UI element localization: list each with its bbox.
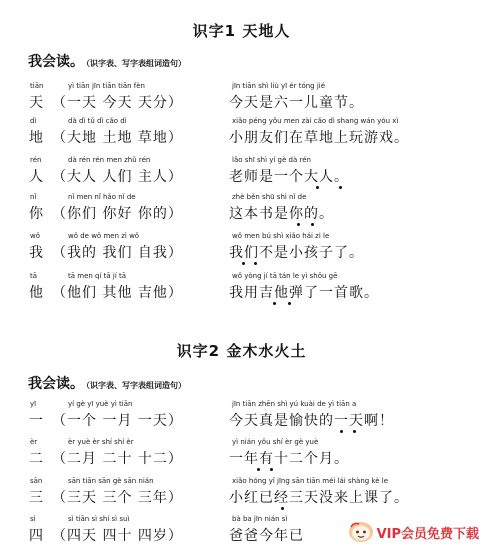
- char-pinyin: rén: [30, 156, 42, 164]
- emphasis-dot: [288, 302, 291, 305]
- sentence-pinyin: jīn tiān shì liù yī ér tóng jié: [232, 82, 326, 90]
- heading-note: （识字表、写字表组词造句）: [86, 381, 186, 390]
- emphasis-dot: [273, 302, 276, 305]
- char-pinyin: èr: [30, 438, 38, 446]
- vocab-words: （你们 你好 你的）: [52, 206, 183, 222]
- example-sentence: 我用吉他弹了一首歌。: [229, 285, 379, 301]
- sentence-pinyin: lǎo shī shì yí gè dà rén: [232, 156, 311, 164]
- vocab-row: [0, 477, 483, 515]
- char-pinyin: sān: [30, 477, 43, 485]
- words-pinyin: sān tiān sān gè sān nián: [68, 477, 154, 485]
- vocab-words: （大人 人们 主人）: [52, 169, 183, 185]
- emphasis-dot: [270, 468, 273, 471]
- vocab-row: [0, 438, 483, 476]
- vocab-row: [0, 156, 483, 194]
- example-sentence: 一年有十二个月。: [229, 451, 349, 467]
- sentence-pinyin: jīn tiān zhēn shì yú kuài de yì tiān a: [232, 400, 357, 408]
- emphasis-dot: [257, 468, 260, 471]
- read-aloud-heading: 我会读。: [28, 54, 84, 70]
- vip-face-icon: [348, 521, 374, 543]
- vocab-row: [0, 272, 483, 310]
- emphasis-dot: [254, 262, 257, 265]
- words-pinyin: wǒ de wǒ men zì wǒ: [68, 232, 140, 240]
- emphasis-dot: [339, 186, 342, 189]
- sentence-pinyin: wǒ yòng jí tā tán le yì shǒu gē: [232, 272, 338, 280]
- emphasis-dot: [316, 186, 319, 189]
- sentence-pinyin: wǒ men bú shì xiǎo hái zi le: [232, 232, 330, 240]
- vocab-words: （三天 三个 三年）: [52, 490, 183, 506]
- vocab-character: 一: [29, 413, 44, 429]
- example-sentence: 我们不是小孩子了。: [229, 245, 364, 261]
- vocab-character: 天: [29, 95, 44, 111]
- vocab-character: 三: [29, 490, 44, 506]
- vocab-words: （一个 一月 一天）: [52, 413, 183, 429]
- vocab-row: [0, 117, 483, 155]
- example-sentence: 老师是一个大人。: [229, 169, 349, 185]
- lesson-1-heading: [28, 51, 186, 71]
- words-pinyin: yí gè yī yuè yì tiān: [68, 400, 133, 408]
- lesson-2-heading: [28, 373, 186, 393]
- vocab-character: 我: [29, 245, 44, 261]
- vocab-words: （他们 其他 吉他）: [52, 285, 183, 301]
- sentence-pinyin: xiǎo péng yǒu men zài cǎo dì shang wán yóu xì: [232, 117, 399, 125]
- example-sentence: 这本书是你的。: [229, 206, 334, 222]
- read-aloud-heading: 我会读。: [28, 376, 84, 392]
- vocab-row: [0, 82, 483, 120]
- lesson-2-title: 识字2 金木水火土: [176, 342, 307, 360]
- vocab-character: 二: [29, 451, 44, 467]
- vocab-character: 四: [29, 528, 44, 544]
- heading-note: （识字表、写字表组词造句）: [86, 59, 186, 68]
- example-sentence: 爸爸今年已: [229, 528, 304, 544]
- vocab-words: （四天 四十 四岁）: [52, 528, 183, 544]
- vocab-words: （我的 我们 自我）: [52, 245, 183, 261]
- vocab-character: 他: [29, 285, 44, 301]
- char-pinyin: dì: [30, 117, 37, 125]
- words-pinyin: yì tiān jīn tiān tiān fèn: [68, 82, 145, 90]
- vocab-character: 你: [29, 206, 44, 222]
- sentence-pinyin: zhè běn shū shì nǐ de: [232, 193, 307, 201]
- lesson-1-title: 识字1 天地人: [192, 22, 291, 40]
- vocab-words: （大地 土地 草地）: [52, 130, 183, 146]
- words-pinyin: nǐ men nǐ hǎo nǐ de: [68, 193, 136, 201]
- vocab-row: [0, 232, 483, 270]
- char-pinyin: wǒ: [30, 232, 41, 240]
- vocab-character: 人: [29, 169, 44, 185]
- words-pinyin: sì tiān sì shí sì suì: [68, 515, 130, 523]
- emphasis-dot: [340, 430, 343, 433]
- example-sentence: 今天真是愉快的一天啊！: [229, 413, 394, 429]
- emphasis-dot: [297, 223, 300, 226]
- char-pinyin: yī: [30, 400, 37, 408]
- emphasis-dot: [242, 262, 245, 265]
- words-pinyin: èr yuè èr shí shí èr: [68, 438, 134, 446]
- vocab-words: （二月 二十 十二）: [52, 451, 183, 467]
- vocab-words: （一天 今天 天分）: [52, 95, 183, 111]
- char-pinyin: tā: [30, 272, 38, 280]
- sentence-pinyin: yì nián yǒu shí èr gè yuè: [232, 438, 319, 446]
- vocab-row: [0, 193, 483, 231]
- emphasis-dot: [353, 430, 356, 433]
- sentence-pinyin: bà ba jīn nián sì: [232, 515, 288, 523]
- words-pinyin: dà rén rén men zhǔ rén: [68, 156, 151, 164]
- emphasis-dot: [311, 223, 314, 226]
- example-sentence: 今天是六一儿童节。: [229, 95, 364, 111]
- sentence-pinyin: xiǎo hóng yǐ jīng sān tiān méi lái shàng kè le: [232, 477, 389, 485]
- vocab-row: [0, 400, 483, 438]
- char-pinyin: sì: [30, 515, 36, 523]
- char-pinyin: tiān: [30, 82, 44, 90]
- example-sentence: 小红已经三天没来上课了。: [229, 490, 409, 506]
- words-pinyin: tā men qí tā jí tā: [68, 272, 127, 280]
- vip-watermark[interactable]: [348, 520, 479, 544]
- emphasis-dot: [281, 507, 284, 510]
- words-pinyin: dà dì tǔ dì cǎo dì: [68, 117, 127, 125]
- example-sentence: 小朋友们在草地上玩游戏。: [229, 130, 409, 146]
- watermark-text: VIP会员免费下载: [376, 526, 479, 542]
- vocab-character: 地: [29, 130, 44, 146]
- char-pinyin: nǐ: [30, 193, 37, 201]
